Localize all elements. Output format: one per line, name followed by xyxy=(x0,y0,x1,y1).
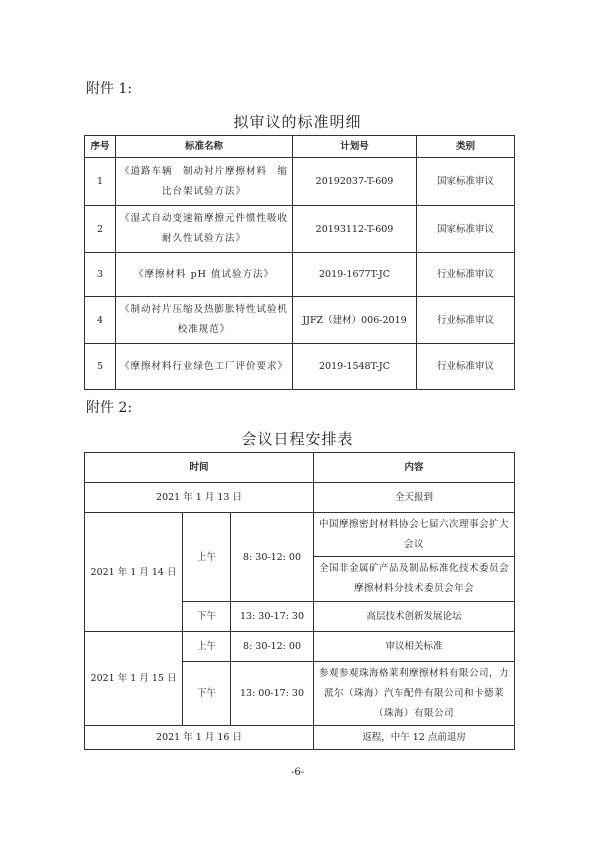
row-name: 《摩擦材料行业绿色工厂评价要求》 xyxy=(116,344,293,390)
table-row xyxy=(85,297,515,344)
schedule-header-row xyxy=(85,453,515,483)
schedule-date: 2021 年 1 月 16 日 xyxy=(85,726,314,750)
schedule-content: 审议相关标准 xyxy=(314,632,515,662)
row-category: 行业标准审议 xyxy=(417,297,515,344)
header-plan: 计划号 xyxy=(293,136,417,158)
table-header-row xyxy=(85,136,515,158)
attachment-1-label: 附件 1: xyxy=(86,81,133,97)
schedule-table-title: 会议日程安排表 xyxy=(241,430,354,448)
table-row xyxy=(85,344,515,390)
row-plan: 20192037-T-609 xyxy=(293,158,417,206)
schedule-content: 参观参观珠海格莱利摩擦材料有限公司，力派尔（珠海）汽车配件有限公司和卡德莱（珠海）有限公司 xyxy=(314,662,515,726)
header-category: 类别 xyxy=(417,136,515,158)
row-no: 1 xyxy=(85,158,116,206)
schedule-time: 13: 30-17: 30 xyxy=(231,602,314,632)
page-number: -6- xyxy=(290,767,305,778)
attachment-2-label: 附件 2: xyxy=(86,400,133,416)
schedule-period: 下午 xyxy=(183,602,231,632)
row-name: 《摩擦材料 pH 值试验方法》 xyxy=(116,253,293,297)
table-row xyxy=(85,253,515,297)
row-no: 3 xyxy=(85,253,116,297)
schedule-row xyxy=(85,483,515,513)
row-plan: 20193112-T-609 xyxy=(293,206,417,253)
row-category: 国家标准审议 xyxy=(417,158,515,206)
schedule-period: 上午 xyxy=(183,513,231,602)
row-name: 《道路车辆 制动衬片摩擦材料 缩比台架试验方法》 xyxy=(116,158,293,206)
schedule-content: 全天报到 xyxy=(314,483,515,513)
schedule-time: 13: 00-17: 30 xyxy=(231,662,314,726)
row-plan: 2019-1548T-JC xyxy=(293,344,417,390)
schedule-table xyxy=(84,452,515,750)
standards-table xyxy=(84,135,515,390)
schedule-row xyxy=(85,632,515,662)
schedule-date: 2021 年 1 月 13 日 xyxy=(85,483,314,513)
schedule-content: 返程，中午 12 点前退房 xyxy=(314,726,515,750)
row-category: 行业标准审议 xyxy=(417,253,515,297)
row-name: 《湿式自动变速箱摩擦元件惯性吸收耐久性试验方法》 xyxy=(116,206,293,253)
schedule-content: 高层技术创新发展论坛 xyxy=(314,602,515,632)
table-row xyxy=(85,206,515,253)
row-name: 《制动衬片压缩及热膨胀特性试验机校准规范》 xyxy=(116,297,293,344)
schedule-period: 下午 xyxy=(183,662,231,726)
schedule-date: 2021 年 1 月 14 日 xyxy=(85,513,183,632)
header-content: 内容 xyxy=(314,453,515,483)
row-no: 5 xyxy=(85,344,116,390)
header-no: 序号 xyxy=(85,136,116,158)
schedule-content: 中国摩擦密封材料协会七届六次理事会扩大会议 xyxy=(314,513,515,557)
header-time: 时间 xyxy=(85,453,314,483)
row-plan: 2019-1677T-JC xyxy=(293,253,417,297)
row-no: 4 xyxy=(85,297,116,344)
standards-table-title: 拟审议的标准明细 xyxy=(233,113,362,131)
schedule-content: 全国非金属矿产品及制品标准化技术委员会摩擦材料分技术委员会年会 xyxy=(314,557,515,602)
schedule-row xyxy=(85,513,515,557)
table-row xyxy=(85,158,515,206)
schedule-time: 8: 30-12: 00 xyxy=(231,632,314,662)
schedule-period: 上午 xyxy=(183,632,231,662)
row-category: 国家标准审议 xyxy=(417,206,515,253)
header-name: 标准名称 xyxy=(116,136,293,158)
row-no: 2 xyxy=(85,206,116,253)
schedule-date: 2021 年 1 月 15 日 xyxy=(85,632,183,726)
row-plan: JJFZ（建材）006-2019 xyxy=(293,297,417,344)
row-category: 行业标准审议 xyxy=(417,344,515,390)
schedule-time: 8: 30-12: 00 xyxy=(231,513,314,602)
schedule-row xyxy=(85,726,515,750)
